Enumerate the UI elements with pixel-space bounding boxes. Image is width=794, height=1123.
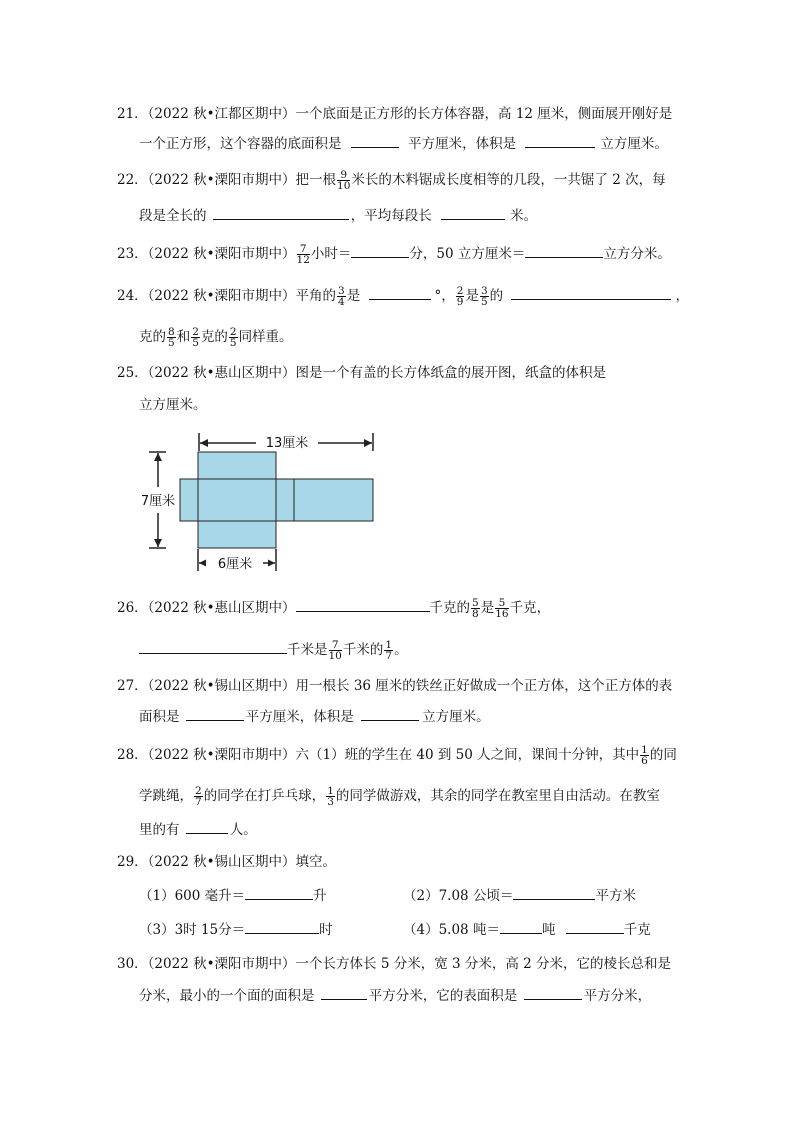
- answer-blank[interactable]: [441, 206, 505, 220]
- question-29-title: 29．（2022 秋•锡山区期中）填空。: [117, 854, 337, 870]
- arrow-head: [364, 439, 372, 447]
- answer-blank[interactable]: [369, 286, 431, 300]
- answer-blank[interactable]: [524, 986, 582, 1000]
- text: 千米是: [287, 642, 328, 658]
- dimension-label-top: 13厘米: [265, 436, 309, 451]
- arrow-head: [199, 560, 206, 567]
- fraction: $\frac{2}{7}$: [195, 785, 202, 808]
- question-26-line2: [139, 640, 408, 661]
- arrow-head: [268, 560, 275, 567]
- text: ，: [675, 288, 689, 304]
- question-28-line3: [139, 820, 257, 839]
- fraction: $\frac{1}{6}$: [641, 744, 648, 767]
- dimension-label-left: 7厘米: [140, 494, 176, 509]
- fraction: $\frac{7}{10}$: [328, 639, 342, 662]
- box-net-figure: [140, 425, 390, 575]
- text: 段是全长的: [139, 208, 207, 224]
- text: 是: [346, 288, 361, 304]
- text: 的同学在打乒乓球，: [203, 788, 326, 804]
- fraction: $\frac{1}{3}$: [327, 785, 334, 808]
- text: 23．（2022 秋•溧阳市期中）: [117, 246, 296, 262]
- answer-blank[interactable]: [351, 244, 409, 258]
- answer-blank[interactable]: [245, 920, 319, 934]
- text: （2）7.08 公顷＝: [403, 888, 514, 904]
- text: 28．（2022 秋•溧阳市期中）六（1）班的学生在 40 到 50 人之间，课间十分钟，其中: [117, 747, 640, 763]
- text: 米。: [510, 208, 538, 224]
- text: 学跳绳，: [139, 788, 193, 804]
- text: 22．（2022 秋•溧阳市期中）把一根: [117, 172, 337, 188]
- arrow-head: [154, 539, 162, 547]
- text: 平方分米，: [583, 988, 652, 1004]
- question-21-line1: 21．（2022 秋•江都区期中）一个底面是正方形的长方体容器，高 12 厘米，侧面展开刚好是: [117, 106, 673, 122]
- text: 是: [480, 600, 495, 616]
- question-29-part2: [403, 886, 636, 905]
- answer-blank[interactable]: [213, 206, 349, 220]
- arrow-head: [200, 439, 208, 447]
- text: 小时＝: [310, 246, 352, 262]
- answer-blank[interactable]: [566, 920, 624, 934]
- text: 26．（2022 秋•惠山区期中）: [117, 600, 296, 616]
- text: 分，50 立方厘米＝: [409, 246, 526, 262]
- answer-blank[interactable]: [351, 134, 399, 148]
- text: 千克，: [509, 600, 551, 616]
- text: 平方厘米，体积是: [245, 709, 354, 725]
- net-face-left-small: [180, 479, 198, 521]
- question-23: [117, 244, 671, 265]
- question-22-line2: [139, 206, 537, 225]
- net-face-front: [198, 479, 276, 521]
- text: 同样重。: [238, 329, 293, 345]
- question-26-line1: [117, 598, 550, 619]
- text: 米长的木料锯成长度相等的几段，一共锯了 2 次，每: [351, 172, 666, 188]
- text: °，: [434, 288, 455, 304]
- question-22-line1: [117, 170, 666, 191]
- net-face-bottom: [198, 521, 276, 548]
- text: 千克的: [429, 600, 471, 616]
- fraction: $\frac{1}{7}$: [385, 639, 393, 662]
- text: 一个正方形，这个容器的底面积是: [139, 136, 342, 152]
- question-21-line2: [139, 134, 668, 153]
- text: 平方米: [595, 888, 636, 904]
- text: 立方厘米。: [422, 709, 490, 725]
- answer-blank[interactable]: [500, 920, 542, 934]
- text: 。: [394, 642, 408, 658]
- text: 的: [489, 288, 504, 304]
- question-28-line2: [139, 786, 660, 807]
- answer-blank[interactable]: [139, 640, 287, 654]
- arrow-head: [154, 453, 162, 461]
- text: 的同: [649, 747, 677, 763]
- text: 24．（2022 秋•溧阳市期中）平角的: [117, 288, 337, 304]
- text: 立方分米。: [603, 246, 671, 262]
- answer-blank[interactable]: [361, 707, 419, 721]
- fraction: $\frac{2}{5}$: [192, 326, 199, 349]
- text: 是: [465, 288, 479, 304]
- fraction: $\frac{3}{5}$: [480, 285, 488, 308]
- question-24-line2: [139, 327, 293, 348]
- fraction: $\frac{5}{16}$: [495, 597, 509, 620]
- answer-blank[interactable]: [513, 886, 595, 900]
- text: （4）5.08 吨＝: [403, 922, 500, 938]
- text: 和: [176, 329, 191, 345]
- text: 分米，最小的一个面的面积是: [139, 988, 315, 1004]
- question-30-line1: 30．（2022 秋•溧阳市期中）一个长方体长 5 分米，宽 3 分米，高 2 分米，它的棱长总和是: [117, 956, 672, 972]
- text: 千克: [623, 922, 651, 938]
- question-29-part1: [139, 886, 327, 905]
- text: 的同学做游戏，其余的同学在教室里自由活动。在教室: [335, 788, 660, 804]
- net-face-back: [294, 479, 373, 521]
- fraction: $\frac{2}{9}$: [456, 285, 464, 308]
- question-27-line2: [139, 707, 490, 726]
- question-29-part3: [139, 920, 333, 939]
- fraction: $\frac{3}{4}$: [338, 285, 345, 308]
- text: （1）600 毫升＝: [139, 888, 246, 904]
- text: 面积是: [139, 709, 180, 725]
- text: 克的: [200, 329, 228, 345]
- dimension-label-bottom: 6厘米: [217, 557, 253, 572]
- text: 时: [319, 922, 333, 938]
- answer-blank[interactable]: [186, 707, 244, 721]
- text: 立方厘米。: [600, 136, 668, 152]
- text: ，平均每段长: [350, 208, 432, 224]
- answer-blank[interactable]: [321, 986, 367, 1000]
- text: （3）3时 15分＝: [139, 922, 246, 938]
- text: 千米的: [342, 642, 384, 658]
- fraction: $\frac{8}{5}$: [168, 326, 175, 349]
- answer-blank[interactable]: [511, 286, 671, 300]
- question-28-line1: [117, 745, 677, 766]
- fraction: $\frac{7}{12}$: [296, 243, 310, 266]
- answer-blank[interactable]: [525, 244, 603, 258]
- question-30-line2: [139, 986, 651, 1005]
- question-29-part4: [403, 920, 651, 939]
- text: 克的: [139, 329, 166, 345]
- question-27-line1: 27．（2022 秋•锡山区期中）用一根长 36 厘米的铁丝正好做成一个正方体，这个正方体的表: [117, 678, 673, 694]
- text: 平方厘米，体积是: [408, 136, 517, 152]
- fraction: $\frac{9}{10}$: [337, 169, 351, 192]
- text: 里的有: [139, 822, 180, 838]
- text: 吨: [541, 922, 556, 938]
- question-25-line1: 25．（2022 秋•惠山区期中）图是一个有盖的长方体纸盒的展开图，纸盒的体积是: [117, 365, 607, 381]
- question-25-line2: 立方厘米。: [139, 397, 207, 413]
- answer-blank[interactable]: [245, 886, 313, 900]
- question-24-line1: [117, 286, 689, 307]
- text: 升: [313, 888, 327, 904]
- answer-blank[interactable]: [525, 134, 595, 148]
- text: 人。: [229, 822, 257, 838]
- net-face-top: [198, 452, 276, 479]
- answer-blank[interactable]: [296, 598, 430, 612]
- net-face-right-small: [276, 479, 294, 521]
- text: 平方分米，它的表面积是: [368, 988, 518, 1004]
- answer-blank[interactable]: [186, 820, 228, 834]
- fraction: $\frac{2}{5}$: [229, 326, 237, 349]
- fraction: $\frac{5}{8}$: [472, 597, 479, 620]
